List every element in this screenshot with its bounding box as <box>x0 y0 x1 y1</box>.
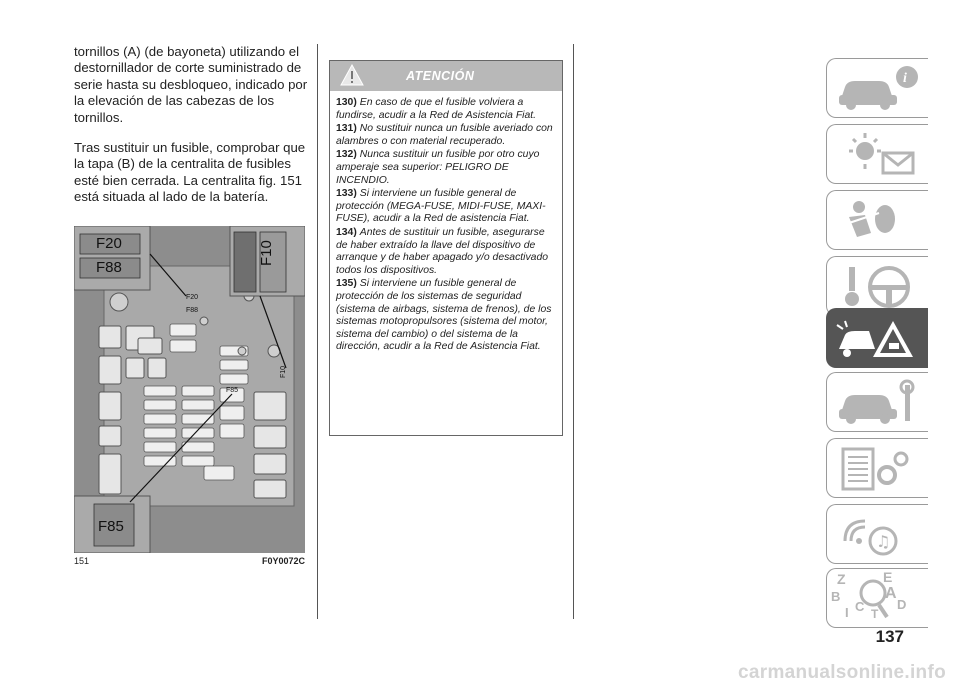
index-letter: T <box>871 607 879 621</box>
warning-header <box>330 61 562 91</box>
warning-item-number: 135) <box>336 278 357 290</box>
warning-title: ATENCIÓN <box>406 69 475 83</box>
tab-lights-messages[interactable] <box>826 124 928 184</box>
warning-item <box>336 123 556 148</box>
index-letter: I <box>845 605 849 620</box>
tab-technical-data[interactable] <box>826 438 928 498</box>
figure-number: 151 <box>74 556 90 566</box>
warning-item-number: 133) <box>336 188 357 200</box>
tab-car-info[interactable] <box>826 58 928 118</box>
tab-starting-driving[interactable] <box>826 256 928 316</box>
label-f10: F10 <box>258 240 275 266</box>
tab-emergency[interactable] <box>826 308 928 368</box>
watermark-text: carmanualsonline.info <box>738 662 946 683</box>
index-letter: Z <box>837 571 846 587</box>
page-number: 137 <box>875 627 904 646</box>
label-f20: F20 <box>96 235 122 252</box>
column-divider <box>573 44 574 619</box>
label-f88: F88 <box>96 259 122 276</box>
multimedia-icon <box>835 511 925 559</box>
watermark <box>0 662 960 684</box>
warning-item-number: 132) <box>336 149 357 161</box>
warning-list <box>330 91 562 354</box>
key-steering-icon <box>835 263 925 311</box>
tab-multimedia[interactable] <box>826 504 928 564</box>
paragraph-screws: tornillos (A) (de bayoneta) utilizando el destornillador de corte suministrado de serie hasta su desbloqueo, indicado por la elevación de las cabezas de los tornillos. <box>74 44 308 125</box>
label-f85-small: F85 <box>226 387 239 394</box>
technical-data-icon <box>835 445 925 493</box>
emergency-warning-icon <box>835 315 925 363</box>
label-f85: F85 <box>98 518 124 535</box>
warning-item-number: 130) <box>336 97 357 108</box>
index-letter: B <box>831 589 841 604</box>
warning-item <box>336 227 556 277</box>
tab-maintenance[interactable] <box>826 372 928 432</box>
warning-item-text: Si interviene un fusible general de protección (MEGA-FUSE, MIDI-FUSE, MAXI-FUSE), acudir a la Red de asistencia Fiat. <box>336 188 546 225</box>
paragraph-fuse-cover: Tras sustituir un fusible, comprobar que la tapa (B) de la centralita de fusibles esté bien cerrada. La centralita fig. 151 está situada al lado de la batería. <box>74 140 306 205</box>
label-f88-small: F88 <box>186 307 199 314</box>
index-letter: D <box>897 597 907 612</box>
warning-item-text: Antes de sustituir un fusible, asegurarse de haber extraído la llave del dispositivo de arranque y de haber apagado y/o desactivado todos los dispositivos. <box>336 226 549 276</box>
warning-item <box>336 97 556 122</box>
warning-box <box>329 60 563 436</box>
label-f10-small: F10 <box>280 365 287 378</box>
airbag-seat-icon <box>835 197 925 245</box>
figure-code: F0Y0072C <box>261 556 305 566</box>
warning-item <box>336 278 556 354</box>
index-letter: E <box>883 569 893 585</box>
warning-item-text: Nunca sustituir un fusible por otro cuyo amperaje sea superior: PELIGRO DE INCENDIO. <box>336 149 540 186</box>
lights-message-icon <box>835 131 925 179</box>
svg-text:♫: ♫ <box>876 532 891 551</box>
warning-item-text: Si interviene un fusible general de protección de los sistemas de seguridad (sistema de airbags, sistema de frenos), de los sistemas motopropulsores (sistema del motor, sistema del cambio) o del sistema de la dirección, acudir a la Red de Asistencia Fiat. <box>336 278 552 353</box>
car-maintenance-icon <box>835 379 925 427</box>
text-column-1 <box>74 44 310 220</box>
warning-item-number: 131) <box>336 123 357 135</box>
warning-item-number: 134) <box>336 226 357 238</box>
tab-index[interactable] <box>826 568 928 628</box>
warning-item-text: En caso de que el fusible volviera a fundirse, acudir a la Red de Asistencia Fiat. <box>336 97 537 121</box>
tab-safety[interactable] <box>826 190 928 250</box>
warning-item <box>336 188 556 226</box>
label-f20-small: F20 <box>186 294 199 301</box>
fuse-box-figure <box>74 226 305 553</box>
warning-item <box>336 149 556 187</box>
column-divider <box>317 44 318 619</box>
car-info-icon <box>835 65 925 113</box>
warning-triangle-icon <box>340 64 364 86</box>
index-letter: A <box>885 585 897 602</box>
index-letter: C <box>855 599 865 614</box>
warning-item-text: No sustituir nunca un fusible averiado con alambres o con material recuperado. <box>336 123 553 147</box>
svg-text:i: i <box>903 71 907 86</box>
